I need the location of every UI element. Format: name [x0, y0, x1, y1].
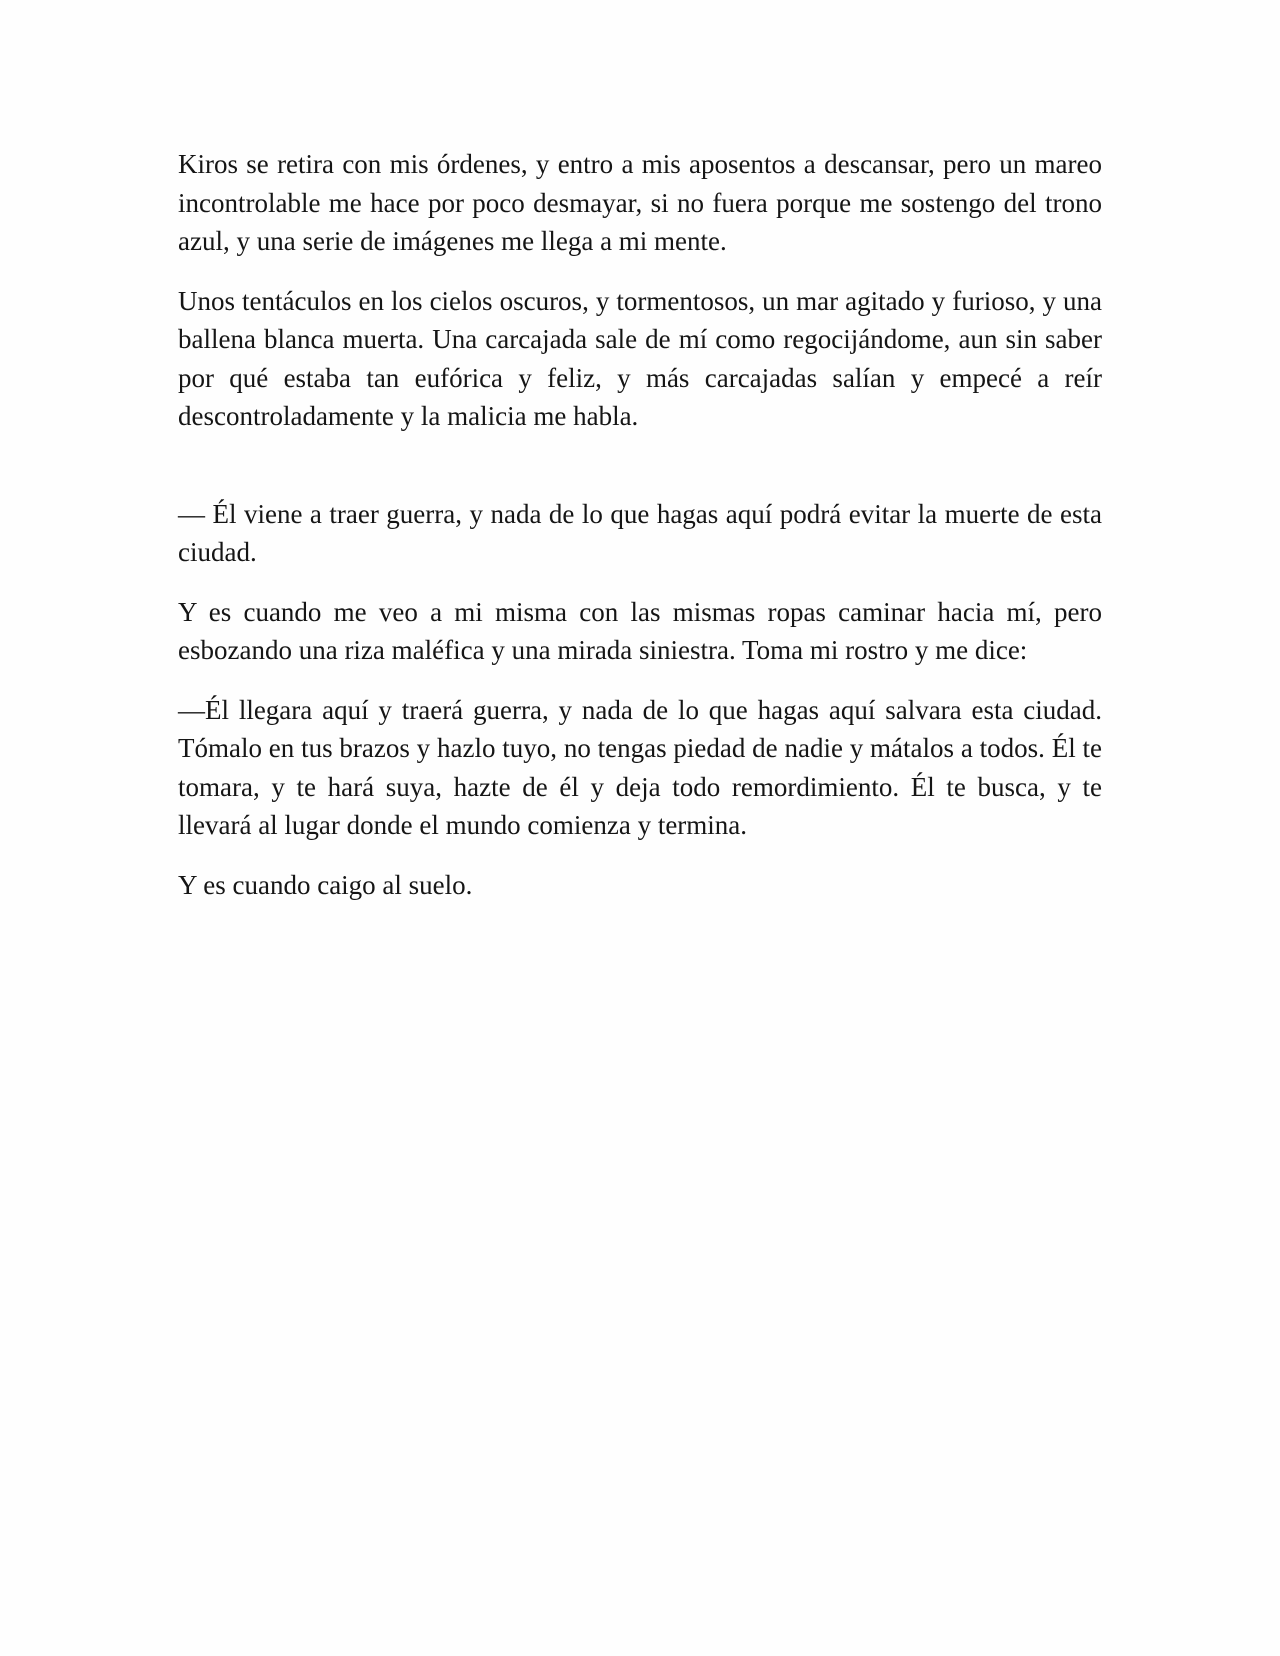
document-body [178, 145, 1102, 925]
paragraph-self-approaches: Y es cuando me veo a mi misma con las mismas ropas caminar hacia mí, pero esbozando una riza maléfica y una mirada siniestra. Toma mi rostro y me dice: [178, 596, 1102, 665]
paragraph-vision: Unos tentáculos en los cielos oscuros, y tormentosos, un mar agitado y furioso, y una ballena blanca muerta. Una carcajada sale de mí como regocijándome, aun sin saber por qué estaba tan eufórica y feliz, y más carcajadas salían y empecé a reír descontroladamente y la malicia me habla. [178, 285, 1102, 431]
paragraph-prophecy: —Él llegara aquí y traerá guerra, y nada de lo que hagas aquí salvara esta ciudad. Tómalo en tus brazos y hazlo tuyo, no tengas piedad de nadie y mátalos a todos. Él te tomara, y te hará suya, hazte de él y deja todo remordimiento. Él te busca, y te llevará al lugar donde el mundo comienza y termina. [178, 694, 1102, 840]
paragraph-kiros-retires: Kiros se retira con mis órdenes, y entro a mis aposentos a descansar, pero un mareo incontrolable me hace por poco desmayar, si no fuera porque me sostengo del trono azul, y una serie de imágenes me llega a mi mente. [178, 149, 1102, 256]
paragraph-collapse: Y es cuando caigo al suelo. [178, 869, 473, 900]
paragraph-malice-speaks: — Él viene a traer guerra, y nada de lo que hagas aquí podrá evitar la muerte de esta ciudad. [178, 498, 1102, 567]
